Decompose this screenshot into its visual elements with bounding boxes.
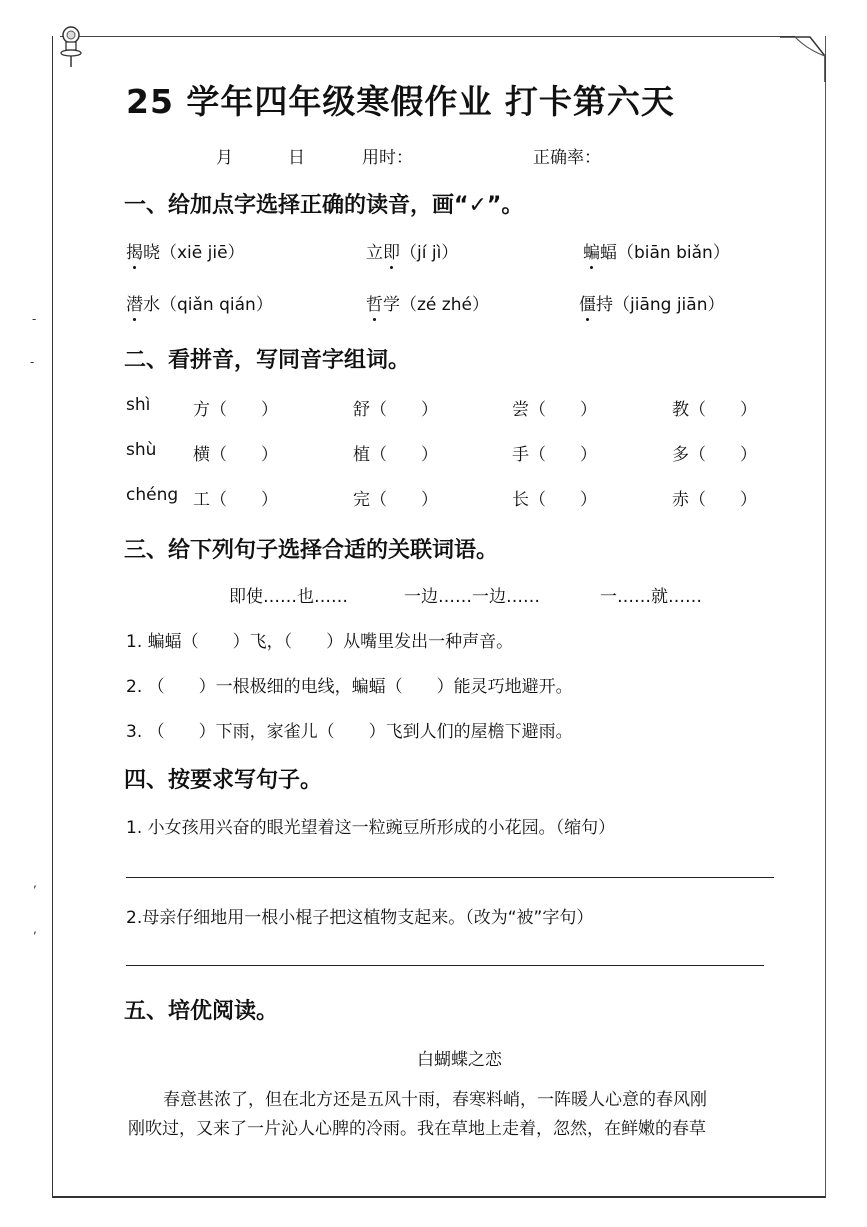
question: 1. 小女孩用兴奋的眼光望着这一粒豌豆所形成的小花园。（缩句） bbox=[126, 818, 616, 838]
pinyin-item: 僵持（jiāng jiān） bbox=[579, 290, 724, 315]
pinyin-label: shù bbox=[126, 440, 157, 460]
conjunction-option: 一边……一边…… bbox=[404, 587, 540, 607]
question: 2.母亲仔细地用一根小棍子把这植物支起来。（改为“被”字句） bbox=[126, 908, 594, 928]
word-blank: 多（ ） bbox=[672, 445, 757, 465]
word-blank: 赤（ ） bbox=[672, 490, 757, 510]
word-blank: 长（ ） bbox=[512, 490, 597, 510]
day-label: 日 bbox=[288, 148, 305, 168]
paragraph-line: 春意甚浓了，但在北方还是五风十雨，春寒料峭，一阵暖人心意的春风刚 bbox=[163, 1090, 707, 1110]
pinyin-label: shì bbox=[126, 395, 151, 415]
sentence: 2. （ ）一根极细的电线，蝙蝠（ ）能灵巧地避开。 bbox=[126, 677, 573, 697]
story-title: 白蝴蝶之恋 bbox=[417, 1050, 502, 1070]
margin-mark: - bbox=[32, 312, 37, 326]
paper-top-edge bbox=[60, 36, 795, 37]
word-blank: 植（ ） bbox=[353, 445, 438, 465]
answer-line bbox=[126, 877, 774, 878]
conjunction-option: 即使……也…… bbox=[229, 587, 348, 607]
pinyin-item: 立即（jí jì） bbox=[366, 238, 458, 263]
section-3-heading: 三、给下列句子选择合适的关联词语。 bbox=[124, 538, 499, 563]
section-2-heading: 二、看拼音，写同音字组词。 bbox=[124, 348, 411, 373]
month-label: 月 bbox=[216, 148, 233, 168]
answer-line bbox=[126, 965, 764, 966]
word-blank: 舒（ ） bbox=[353, 400, 438, 420]
margin-mark: , bbox=[33, 876, 37, 890]
margin-mark: - bbox=[30, 355, 35, 369]
word-blank: 尝（ ） bbox=[512, 400, 597, 420]
pinyin-item: 揭晓（xiē jiē） bbox=[126, 238, 245, 263]
pinyin-item: 潜水（qiǎn qián） bbox=[126, 290, 273, 315]
section-4-heading: 四、按要求写句子。 bbox=[124, 768, 323, 793]
time-label: 用时： bbox=[362, 148, 413, 168]
word-blank: 手（ ） bbox=[512, 445, 597, 465]
pushpin-icon bbox=[56, 24, 86, 68]
word-blank: 横（ ） bbox=[193, 445, 278, 465]
pinyin-item: 哲学（zé zhé） bbox=[366, 290, 489, 315]
section-5-heading: 五、培优阅读。 bbox=[124, 999, 279, 1024]
conjunction-option: 一……就…… bbox=[600, 587, 702, 607]
accuracy-label: 正确率： bbox=[533, 148, 601, 168]
pinyin-item: 蝙蝠（biān biǎn） bbox=[583, 238, 730, 263]
page-title: 25 学年四年级寒假作业 打卡第六天 bbox=[126, 82, 675, 121]
pinyin-label: chéng bbox=[126, 485, 179, 505]
word-blank: 方（ ） bbox=[193, 400, 278, 420]
sentence: 3. （ ）下雨，家雀儿（ ）飞到人们的屋檐下避雨。 bbox=[126, 722, 573, 742]
folded-corner bbox=[780, 36, 826, 82]
margin-mark: , bbox=[33, 922, 37, 936]
paragraph-line: 刚吹过，又来了一片沁人心脾的冷雨。我在草地上走着，忽然，在鲜嫩的春草 bbox=[128, 1119, 706, 1139]
word-blank: 完（ ） bbox=[353, 490, 438, 510]
section-1-heading: 一、给加点字选择正确的读音，画“✓”。 bbox=[124, 193, 524, 218]
sentence: 1. 蝙蝠（ ）飞，（ ）从嘴里发出一种声音。 bbox=[126, 632, 514, 652]
word-blank: 工（ ） bbox=[193, 490, 278, 510]
word-blank: 教（ ） bbox=[672, 400, 757, 420]
